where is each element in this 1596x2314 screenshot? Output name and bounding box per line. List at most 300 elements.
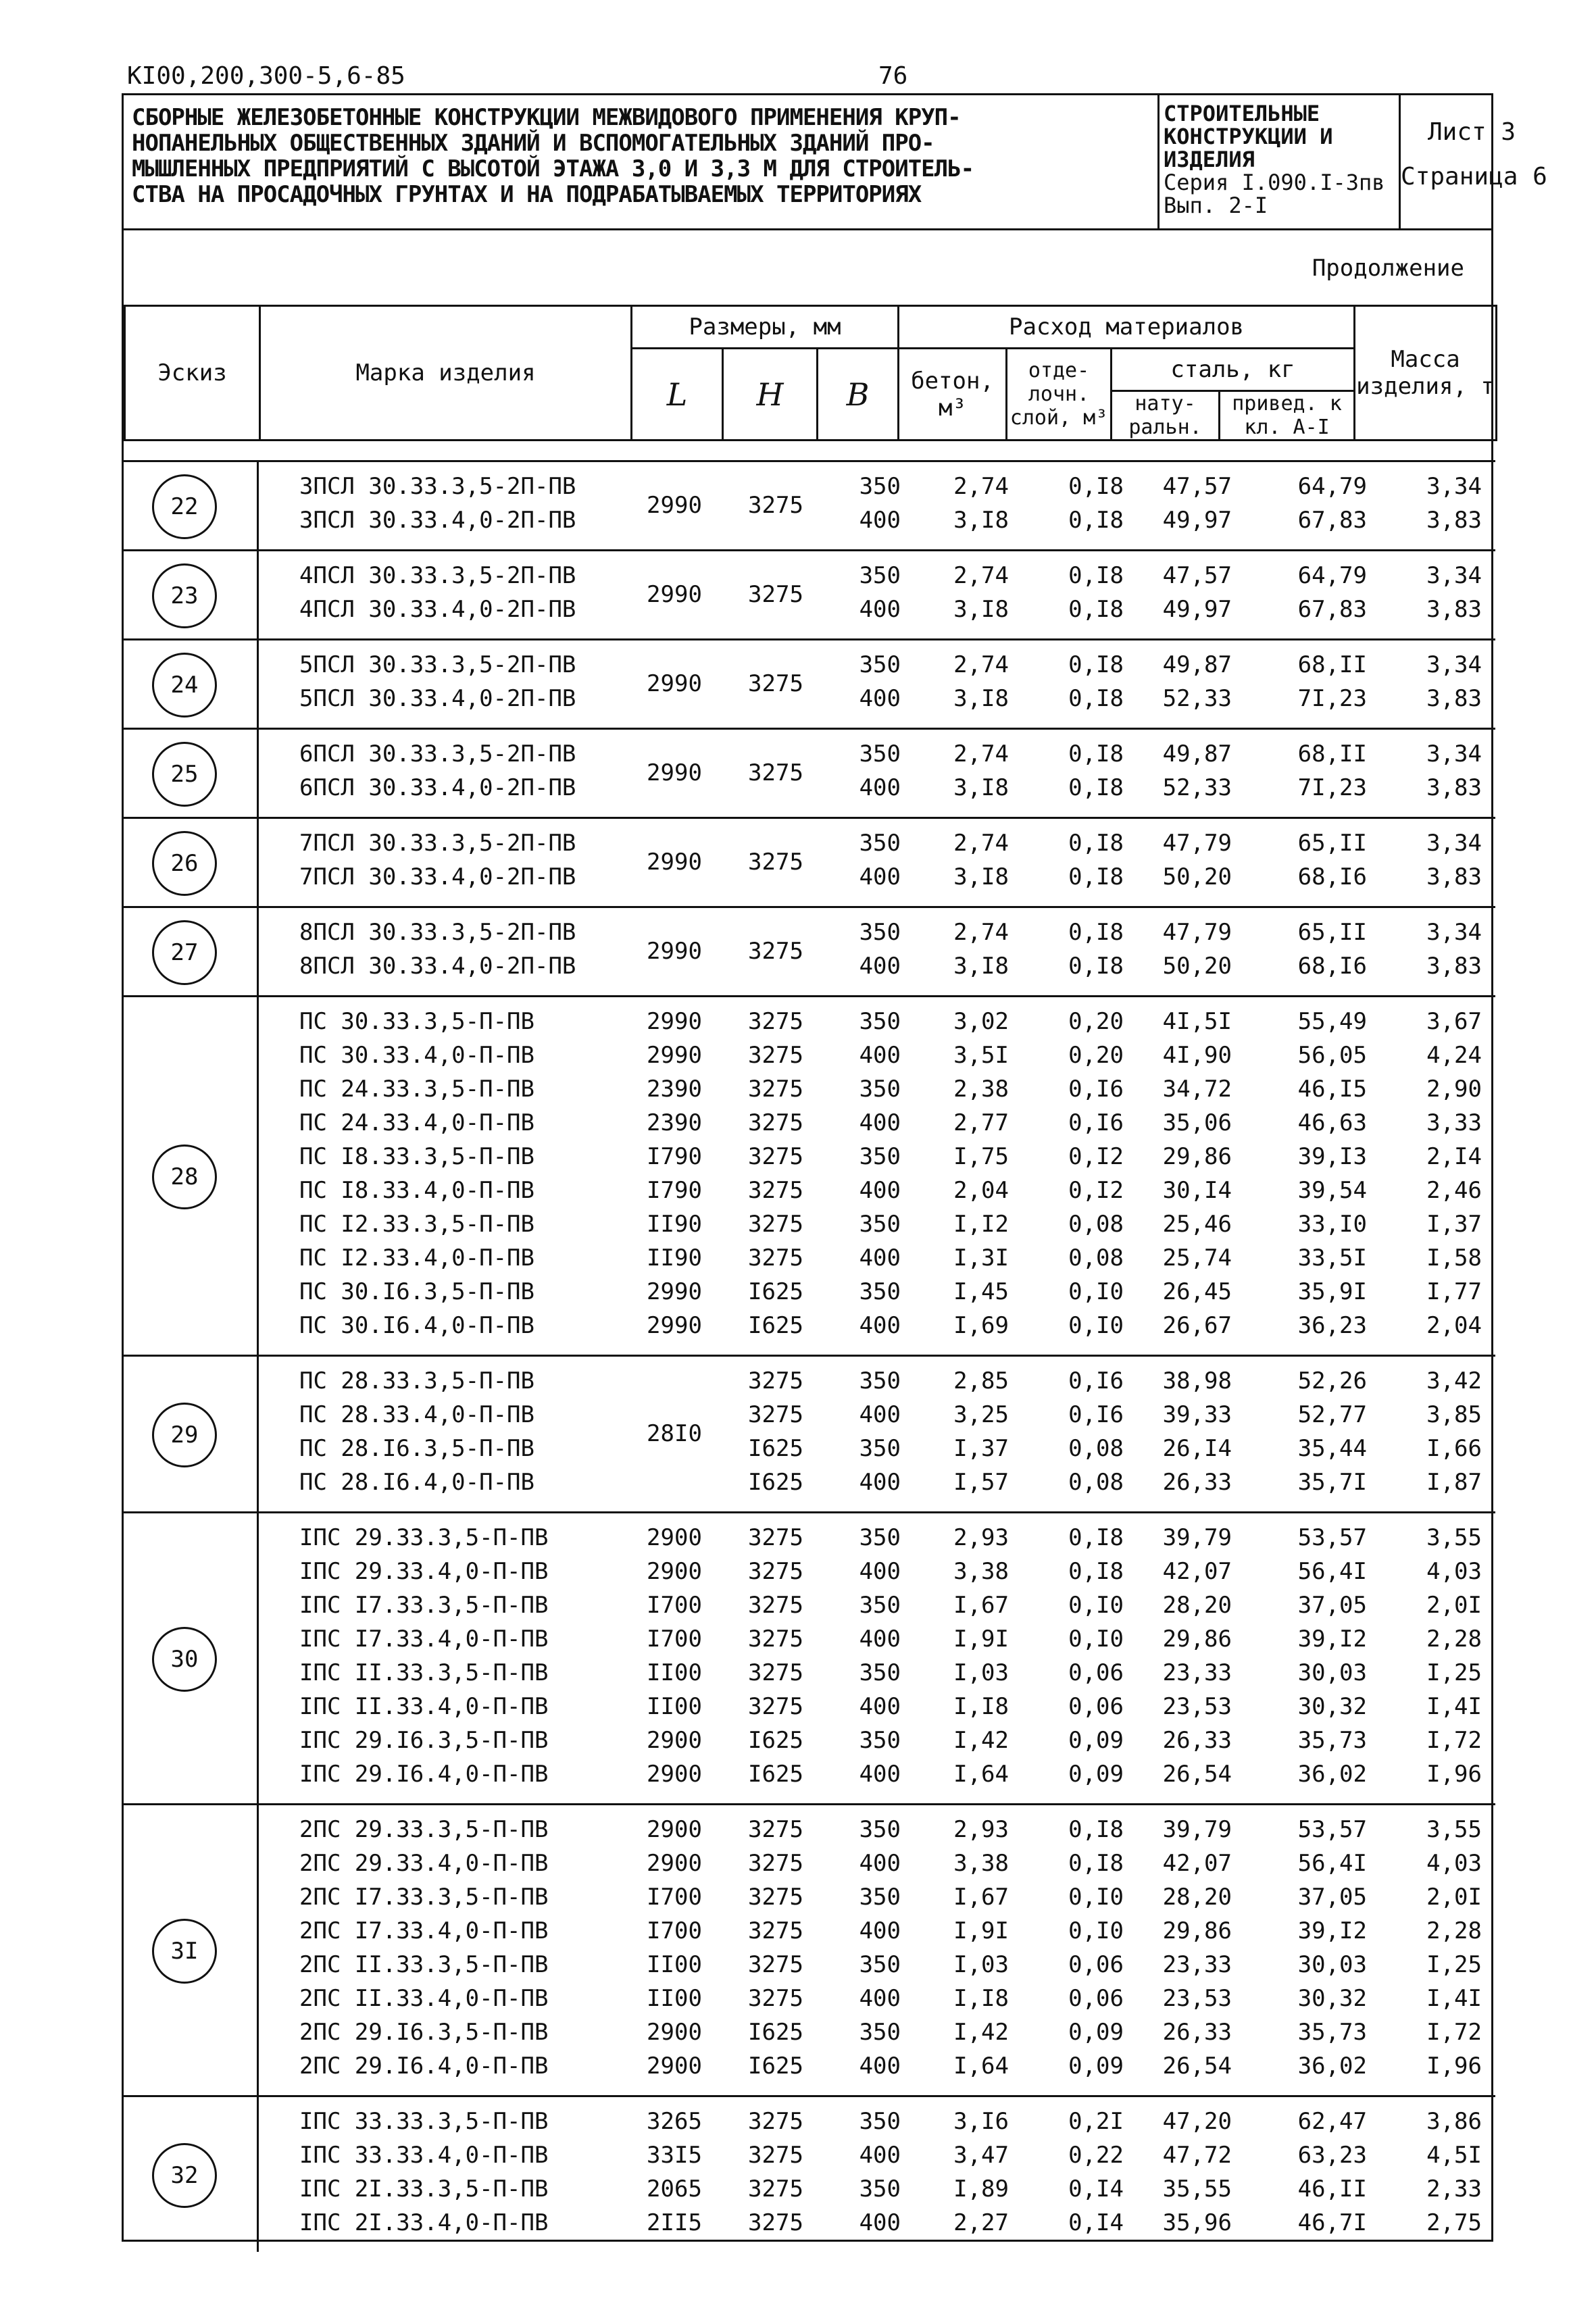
steel-natural-value: 35,96 [1162, 2209, 1232, 2236]
steel-reduced-value: 63,23 [1297, 2142, 1367, 2169]
length-value: 2II5 [647, 2209, 702, 2236]
steel-natural-value: 47,20 [1162, 2108, 1232, 2135]
length-value: I790 [647, 1177, 702, 1204]
title-line: НОПАНЕЛЬНЫХ ОБЩЕСТВЕННЫХ ЗДАНИЙ И ВСПОМОГАТЕЛЬНЫХ ЗДАНИЙ ПРО- [132, 130, 934, 157]
product-mark: ПС 30.33.4,0-П-ПВ [299, 1042, 534, 1069]
steel-natural-value: 4I,90 [1162, 1042, 1232, 1069]
product-mark: IПС 29.33.3,5-П-ПВ [299, 1524, 549, 1551]
concrete-value: I,45 [953, 1278, 1009, 1305]
finish-value: 0,I0 [1068, 1312, 1124, 1339]
mass-value: I,66 [1426, 1435, 1482, 1462]
finish-value: 0,I8 [1068, 830, 1124, 857]
series-line: Вып. 2-I [1164, 193, 1268, 218]
thickness-value: 350 [859, 651, 901, 678]
table-row [124, 2209, 1495, 2243]
mass-value: 3,83 [1426, 685, 1482, 712]
steel-reduced-value: 35,73 [1297, 2019, 1367, 2046]
steel-natural-value: 35,55 [1162, 2175, 1232, 2203]
length-value: 2990 [647, 1008, 702, 1035]
finish-value: 0,I6 [1068, 1367, 1124, 1394]
product-mark: 3ПСЛ 30.33.3,5-2П-ПВ [299, 473, 576, 500]
product-mark: 7ПСЛ 30.33.4,0-2П-ПВ [299, 863, 576, 890]
table-row [124, 2053, 1495, 2086]
thickness-value: 350 [859, 2108, 901, 2135]
product-mark: 6ПСЛ 30.33.4,0-2П-ПВ [299, 774, 576, 801]
concrete-value: I,3I [953, 1244, 1009, 1272]
finish-value: 0,I8 [1068, 473, 1124, 500]
sketch-group [124, 1511, 1495, 1803]
steel-natural-value: 47,72 [1162, 2142, 1232, 2169]
table-row [124, 1626, 1495, 1659]
product-mark: 5ПСЛ 30.33.4,0-2П-ПВ [299, 685, 576, 712]
mass-value: I,77 [1426, 1278, 1482, 1305]
steel-reduced-value: 7I,23 [1297, 774, 1367, 801]
length-value: II90 [647, 1211, 702, 1238]
sketch-group [124, 2095, 1495, 2252]
table-row [124, 1312, 1495, 1346]
height-value: 3275 [748, 1109, 803, 1136]
steel-natural-value: 26,33 [1162, 2019, 1232, 2046]
height-value: 3275 [748, 759, 803, 786]
thickness-value: 400 [859, 774, 901, 801]
product-mark: ПС 30.I6.3,5-П-ПВ [299, 1278, 534, 1305]
mass-value: I,25 [1426, 1951, 1482, 1978]
steel-natural-value: 50,20 [1162, 953, 1232, 980]
steel-natural-value: 26,33 [1162, 1727, 1232, 1754]
steel-reduced-value: 55,49 [1297, 1008, 1367, 1035]
steel-natural-value: 47,79 [1162, 830, 1232, 857]
finish-value: 0,I0 [1068, 1884, 1124, 1911]
steel-reduced-value: 56,4I [1297, 1850, 1367, 1877]
thickness-value: 400 [859, 1693, 901, 1720]
mass-value: I,58 [1426, 1244, 1482, 1272]
finish-value: 0,I8 [1068, 1524, 1124, 1551]
steel-natural-value: 47,79 [1162, 919, 1232, 946]
product-mark: 2ПС II.33.3,5-П-ПВ [299, 1951, 549, 1978]
concrete-value: I,03 [953, 1659, 1009, 1686]
length-value: 2990 [647, 1312, 702, 1339]
product-mark: 4ПСЛ 30.33.4,0-2П-ПВ [299, 596, 576, 623]
length-value: 2900 [647, 2053, 702, 2080]
steel-reduced-value: 30,32 [1297, 1985, 1367, 2012]
mass-value: 3,34 [1426, 562, 1482, 589]
steel-reduced-value: 37,05 [1297, 1592, 1367, 1619]
steel-natural-value: 42,07 [1162, 1558, 1232, 1585]
product-mark: IПС 2I.33.3,5-П-ПВ [299, 2175, 549, 2203]
steel-reduced-value: 52,26 [1297, 1367, 1367, 1394]
thickness-value: 400 [859, 1985, 901, 2012]
mass-value: 4,24 [1426, 1042, 1482, 1069]
product-mark: ПС 28.I6.4,0-П-ПВ [299, 1469, 534, 1496]
concrete-value: I,67 [953, 1592, 1009, 1619]
thickness-value: 400 [859, 2053, 901, 2080]
thickness-value: 400 [859, 1244, 901, 1272]
concrete-value: I,03 [953, 1951, 1009, 1978]
sketch-group [124, 728, 1495, 817]
steel-natural-value: 39,79 [1162, 1816, 1232, 1843]
concrete-value: 2,04 [953, 1177, 1009, 1204]
concrete-value: 3,38 [953, 1558, 1009, 1585]
steel-reduced-value: 39,I2 [1297, 1917, 1367, 1944]
series-line: ИЗДЕЛИЯ [1164, 147, 1255, 172]
concrete-value: 2,74 [953, 651, 1009, 678]
steel-natural-value: 29,86 [1162, 1143, 1232, 1170]
steel-reduced-value: 35,7I [1297, 1469, 1367, 1496]
col-steel: сталь, кг [1112, 349, 1355, 391]
height-value: 3275 [748, 1884, 803, 1911]
thickness-value: 400 [859, 1042, 901, 1069]
table-row [124, 1367, 1495, 1401]
steel-reduced-value: 7I,23 [1297, 685, 1367, 712]
finish-value: 0,08 [1068, 1211, 1124, 1238]
steel-reduced-value: 46,II [1297, 2175, 1367, 2203]
col-B: B [818, 349, 899, 441]
steel-natural-value: 26,I4 [1162, 1435, 1232, 1462]
product-mark: ПС 30.I6.4,0-П-ПВ [299, 1312, 534, 1339]
finish-value: 0,I8 [1068, 651, 1124, 678]
concrete-value: I,I2 [953, 1211, 1009, 1238]
product-mark: ПС 28.I6.3,5-П-ПВ [299, 1435, 534, 1462]
length-value: 2900 [647, 1558, 702, 1585]
product-mark: 2ПС 29.33.4,0-П-ПВ [299, 1850, 549, 1877]
steel-reduced-value: 37,05 [1297, 1884, 1367, 1911]
thickness-value: 400 [859, 2209, 901, 2236]
height-value: 3275 [748, 1592, 803, 1619]
sketch-number: 23 [152, 563, 217, 628]
height-value: 3275 [748, 1244, 803, 1272]
thickness-value: 400 [859, 507, 901, 534]
steel-reduced-value: 46,63 [1297, 1109, 1367, 1136]
height-value: 3275 [748, 1401, 803, 1428]
table-row [124, 1761, 1495, 1794]
table-row [124, 1435, 1495, 1469]
finish-value: 0,08 [1068, 1244, 1124, 1272]
col-natural: нату-ральн. [1112, 391, 1220, 441]
product-mark: ПС 28.33.4,0-П-ПВ [299, 1401, 534, 1428]
height-value: 3275 [748, 1524, 803, 1551]
table-row [124, 1401, 1495, 1435]
finish-value: 0,I8 [1068, 1816, 1124, 1843]
concrete-value: I,9I [953, 1626, 1009, 1653]
table-row [124, 1524, 1495, 1558]
mass-value: 3,33 [1426, 1109, 1482, 1136]
product-mark: ПС 24.33.4,0-П-ПВ [299, 1109, 534, 1136]
finish-value: 0,09 [1068, 1727, 1124, 1754]
thickness-value: 350 [859, 740, 901, 768]
product-mark: 4ПСЛ 30.33.3,5-2П-ПВ [299, 562, 576, 589]
title-line: СБОРНЫЕ ЖЕЛЕЗОБЕТОННЫЕ КОНСТРУКЦИИ МЕЖВИДОВОГО ПРИМЕНЕНИЯ КРУП- [132, 104, 961, 131]
mass-value: 3,85 [1426, 1401, 1482, 1428]
mass-value: 3,83 [1426, 596, 1482, 623]
length-value: II90 [647, 1244, 702, 1272]
product-mark: 2ПС 29.33.3,5-П-ПВ [299, 1816, 549, 1843]
thickness-value: 350 [859, 1076, 901, 1103]
concrete-value: 3,02 [953, 1008, 1009, 1035]
series-line: КОНСТРУКЦИИ И [1164, 124, 1333, 149]
mass-value: 3,55 [1426, 1816, 1482, 1843]
mass-value: 3,55 [1426, 1524, 1482, 1551]
finish-value: 0,I0 [1068, 1917, 1124, 1944]
col-finish: отде-лочн. слой, м³ [1007, 349, 1112, 441]
length-value: I700 [647, 1592, 702, 1619]
mass-value: 3,34 [1426, 740, 1482, 768]
finish-value: 0,09 [1068, 2019, 1124, 2046]
table-row [124, 2142, 1495, 2175]
length-value: 2900 [647, 1816, 702, 1843]
thickness-value: 400 [859, 596, 901, 623]
thickness-value: 350 [859, 1816, 901, 1843]
steel-natural-value: 50,20 [1162, 863, 1232, 890]
table-row [124, 1693, 1495, 1727]
concrete-value: I,37 [953, 1435, 1009, 1462]
finish-value: 0,I8 [1068, 685, 1124, 712]
sketch-number: 30 [152, 1627, 217, 1692]
product-mark: 6ПСЛ 30.33.3,5-2П-ПВ [299, 740, 576, 768]
steel-natural-value: 39,33 [1162, 1401, 1232, 1428]
steel-reduced-value: 33,I0 [1297, 1211, 1367, 1238]
length-value: 2990 [647, 849, 702, 876]
concrete-value: 2,38 [953, 1076, 1009, 1103]
product-mark: IПС I7.33.3,5-П-ПВ [299, 1592, 549, 1619]
thickness-value: 350 [859, 1951, 901, 1978]
concrete-value: I,69 [953, 1312, 1009, 1339]
concrete-value: 3,I8 [953, 685, 1009, 712]
mass-value: 3,86 [1426, 2108, 1482, 2135]
height-value: 3275 [748, 1951, 803, 1978]
mass-value: 3,83 [1426, 863, 1482, 890]
length-value: 2900 [647, 1761, 702, 1788]
concrete-value: 2,27 [953, 2209, 1009, 2236]
col-dims: Размеры, мм [632, 306, 899, 349]
height-value: 3275 [748, 1917, 803, 1944]
steel-natural-value: 38,98 [1162, 1367, 1232, 1394]
mass-value: 3,83 [1426, 774, 1482, 801]
steel-reduced-value: 68,I6 [1297, 953, 1367, 980]
steel-natural-value: 28,20 [1162, 1884, 1232, 1911]
product-mark: IПС I7.33.4,0-П-ПВ [299, 1626, 549, 1653]
table-row [124, 1244, 1495, 1278]
product-mark: 2ПС 29.I6.3,5-П-ПВ [299, 2019, 549, 2046]
steel-natural-value: 26,45 [1162, 1278, 1232, 1305]
length-value: II00 [647, 1659, 702, 1686]
length-value: 2990 [647, 1042, 702, 1069]
mass-value: 2,0I [1426, 1884, 1482, 1911]
steel-reduced-value: 30,03 [1297, 1951, 1367, 1978]
finish-value: 0,08 [1068, 1469, 1124, 1496]
finish-value: 0,I4 [1068, 2175, 1124, 2203]
table-row [124, 1985, 1495, 2019]
steel-natural-value: 25,74 [1162, 1244, 1232, 1272]
sheet-frame [122, 93, 1547, 2242]
finish-value: 0,I8 [1068, 774, 1124, 801]
product-mark: ПС I2.33.4,0-П-ПВ [299, 1244, 534, 1272]
steel-natural-value: 26,54 [1162, 2053, 1232, 2080]
table-row [124, 1008, 1495, 1042]
steel-natural-value: 49,97 [1162, 507, 1232, 534]
thickness-value: 350 [859, 1143, 901, 1170]
product-mark: IПС II.33.3,5-П-ПВ [299, 1659, 549, 1686]
thickness-value: 350 [859, 1524, 901, 1551]
height-value: 3275 [748, 1816, 803, 1843]
length-value: 2990 [647, 1278, 702, 1305]
sketch-group [124, 906, 1495, 995]
length-value: 2390 [647, 1076, 702, 1103]
length-value: II00 [647, 1693, 702, 1720]
table-row [124, 1884, 1495, 1917]
concrete-value: 3,I8 [953, 507, 1009, 534]
steel-natural-value: 39,79 [1162, 1524, 1232, 1551]
mass-value: I,4I [1426, 1985, 1482, 2012]
steel-reduced-value: 46,7I [1297, 2209, 1367, 2236]
sketch-group [124, 549, 1495, 638]
thickness-value: 350 [859, 1592, 901, 1619]
steel-reduced-value: 35,73 [1297, 1727, 1367, 1754]
height-value: 3275 [748, 1177, 803, 1204]
thickness-value: 400 [859, 1558, 901, 1585]
steel-reduced-value: 64,79 [1297, 473, 1367, 500]
thickness-value: 350 [859, 919, 901, 946]
length-value: I700 [647, 1917, 702, 1944]
thickness-value: 350 [859, 1211, 901, 1238]
concrete-value: I,75 [953, 1143, 1009, 1170]
steel-reduced-value: 35,44 [1297, 1435, 1367, 1462]
finish-value: 0,09 [1068, 1761, 1124, 1788]
height-value: 3275 [748, 1693, 803, 1720]
thickness-value: 350 [859, 1884, 901, 1911]
concrete-value: 2,77 [953, 1109, 1009, 1136]
product-mark: 8ПСЛ 30.33.3,5-2П-ПВ [299, 919, 576, 946]
product-mark: ПС I8.33.4,0-П-ПВ [299, 1177, 534, 1204]
finish-value: 0,I8 [1068, 919, 1124, 946]
height-value: I625 [748, 2019, 803, 2046]
product-mark: 5ПСЛ 30.33.3,5-2П-ПВ [299, 651, 576, 678]
thickness-value: 350 [859, 1727, 901, 1754]
product-mark: IПС 29.33.4,0-П-ПВ [299, 1558, 549, 1585]
title-line: СТВА НА ПРОСАДОЧНЫХ ГРУНТАХ И НА ПОДРАБАТЫВАЕМЫХ ТЕРРИТОРИЯХ [132, 181, 922, 208]
product-mark: ПС I8.33.3,5-П-ПВ [299, 1143, 534, 1170]
sketch-number: 3I [152, 1919, 217, 1984]
sketch-group [124, 995, 1495, 1355]
steel-reduced-value: 36,02 [1297, 2053, 1367, 2080]
finish-value: 0,I0 [1068, 1592, 1124, 1619]
finish-value: 0,I2 [1068, 1177, 1124, 1204]
thickness-value: 350 [859, 1367, 901, 1394]
height-value: 3275 [748, 1143, 803, 1170]
mass-value: I,72 [1426, 1727, 1482, 1754]
sketch-number: 27 [152, 920, 217, 985]
height-value: 3275 [748, 849, 803, 876]
table-row [124, 1659, 1495, 1693]
steel-reduced-value: 46,I5 [1297, 1076, 1367, 1103]
col-mark: Марка изделия [260, 306, 632, 441]
concrete-value: I,64 [953, 1761, 1009, 1788]
spec-table-header [124, 305, 1497, 441]
table-row [124, 1109, 1495, 1143]
table-row [124, 1558, 1495, 1592]
mass-value: I,96 [1426, 1761, 1482, 1788]
steel-reduced-value: 64,79 [1297, 562, 1367, 589]
mass-value: 2,0I [1426, 1592, 1482, 1619]
thickness-value: 350 [859, 1435, 901, 1462]
finish-value: 0,06 [1068, 1659, 1124, 1686]
finish-value: 0,09 [1068, 2053, 1124, 2080]
length-value: 2900 [647, 1850, 702, 1877]
title-line: МЫШЛЕННЫХ ПРЕДПРИЯТИЙ С ВЫСОТОЙ ЭТАЖА 3,0 И 3,3 М ДЛЯ СТРОИТЕЛЬ- [132, 155, 974, 182]
finish-value: 0,I0 [1068, 1278, 1124, 1305]
height-value: 3275 [748, 1076, 803, 1103]
table-row [124, 1143, 1495, 1177]
sketch-number: 22 [152, 474, 217, 539]
finish-value: 0,08 [1068, 1435, 1124, 1462]
steel-natural-value: 23,53 [1162, 1693, 1232, 1720]
finish-value: 0,I2 [1068, 1143, 1124, 1170]
height-value: 3275 [748, 1850, 803, 1877]
length-value: II00 [647, 1985, 702, 2012]
mass-value: 2,28 [1426, 1626, 1482, 1653]
thickness-value: 400 [859, 1109, 901, 1136]
finish-value: 0,06 [1068, 1985, 1124, 2012]
mass-value: I,96 [1426, 2053, 1482, 2080]
col-concrete: бетон, м³ [899, 349, 1007, 441]
length-value: 2900 [647, 1524, 702, 1551]
concrete-value: 3,I8 [953, 863, 1009, 890]
table-row [124, 1816, 1495, 1850]
mass-value: 2,28 [1426, 1917, 1482, 1944]
length-value: 2990 [647, 670, 702, 697]
concrete-value: I,57 [953, 1469, 1009, 1496]
height-value: I625 [748, 2053, 803, 2080]
concrete-value: I,89 [953, 2175, 1009, 2203]
thickness-value: 350 [859, 473, 901, 500]
product-mark: ПС 28.33.3,5-П-ПВ [299, 1367, 534, 1394]
height-value: 3275 [748, 1211, 803, 1238]
finish-value: 0,I8 [1068, 596, 1124, 623]
mass-value: 4,03 [1426, 1558, 1482, 1585]
concrete-value: 2,74 [953, 740, 1009, 768]
thickness-value: 400 [859, 863, 901, 890]
product-mark: IПС 33.33.3,5-П-ПВ [299, 2108, 549, 2135]
mass-value: 3,42 [1426, 1367, 1482, 1394]
table-row [124, 2175, 1495, 2209]
height-value: 3275 [748, 670, 803, 697]
concrete-value: 2,74 [953, 562, 1009, 589]
thickness-value: 350 [859, 1278, 901, 1305]
table-row [124, 1850, 1495, 1884]
length-value: 2990 [647, 492, 702, 519]
table-row [124, 1917, 1495, 1951]
mass-value: I,25 [1426, 1659, 1482, 1686]
concrete-value: 2,74 [953, 919, 1009, 946]
table-row [124, 1042, 1495, 1076]
height-value: I625 [748, 1469, 803, 1496]
thickness-value: 400 [859, 1917, 901, 1944]
concrete-value: 3,I6 [953, 2108, 1009, 2135]
concrete-value: I,42 [953, 1727, 1009, 1754]
finish-value: 0,I8 [1068, 1850, 1124, 1877]
length-value: I790 [647, 1143, 702, 1170]
concrete-value: 3,47 [953, 2142, 1009, 2169]
concrete-value: 3,5I [953, 1042, 1009, 1069]
steel-natural-value: 47,57 [1162, 562, 1232, 589]
product-mark: 2ПС II.33.4,0-П-ПВ [299, 1985, 549, 2012]
steel-reduced-value: 30,03 [1297, 1659, 1367, 1686]
steel-reduced-value: 68,II [1297, 740, 1367, 768]
table-row [124, 2019, 1495, 2053]
height-value: I625 [748, 1435, 803, 1462]
finish-value: 0,I6 [1068, 1076, 1124, 1103]
steel-reduced-value: 39,I2 [1297, 1626, 1367, 1653]
height-value: 3275 [748, 938, 803, 965]
